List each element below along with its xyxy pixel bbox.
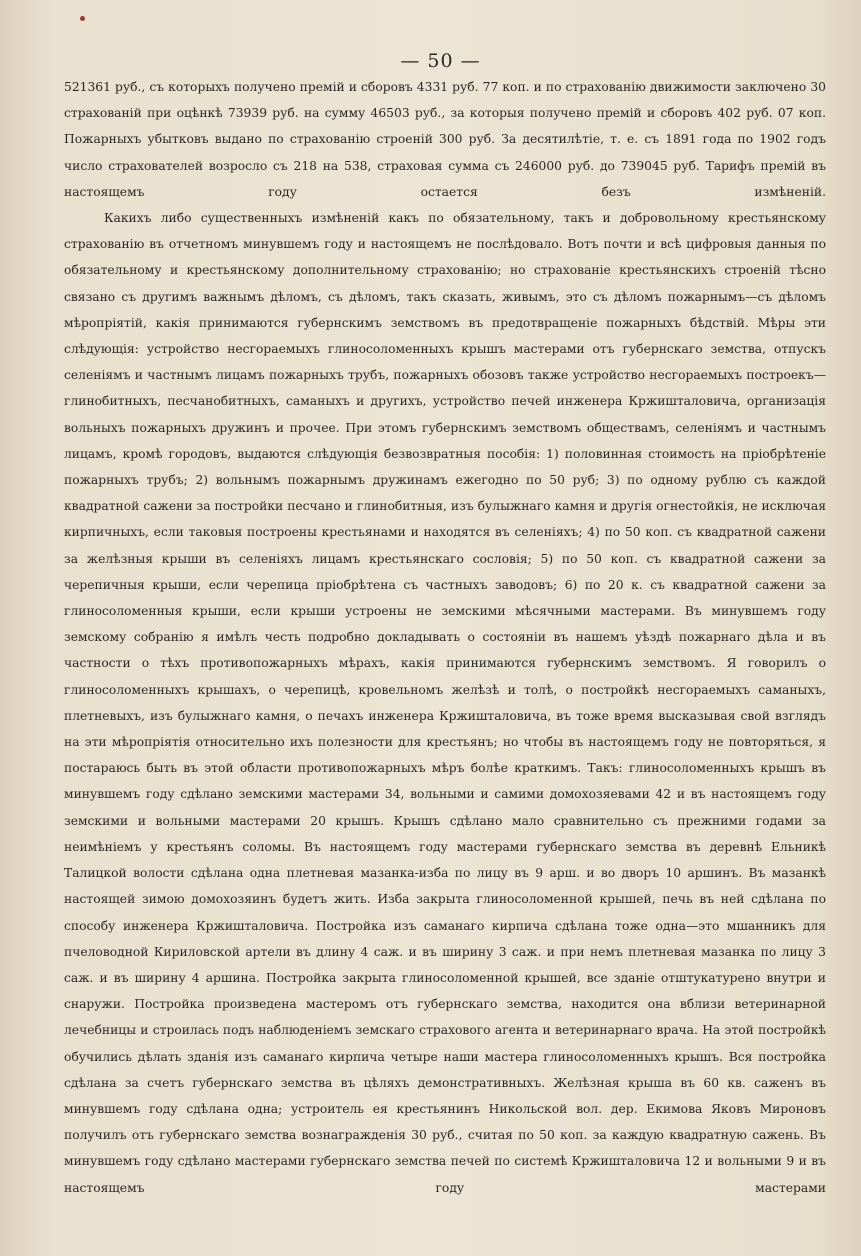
ink-speck bbox=[80, 16, 85, 21]
paragraph-fire-measures: Какихъ либо существенныхъ измѣненій какъ по обязательному, такъ и добровольному крестьянскому страхованію въ отчетномъ минувшемъ году и настоящемъ не послѣдовало. Вотъ почти и всѣ цифровыя данныя по обязательному и крестьянскому дополнительному страхованію; но страхованіе крестьянскихъ строеній тѣсно связано съ другимъ важнымъ дѣломъ, съ дѣломъ, такъ сказать, живымъ, это съ дѣломъ пожарнымъ—съ дѣломъ мѣропріятій, какія принимаются губернскимъ земствомъ въ предотвращеніе пожарныхъ бѣдствій. Мѣры эти слѣдующія: устройство несгораемыхъ глиносоломенныхъ крышъ мастерами отъ губернскаго земства, отпускъ селеніямъ и частнымъ лицамъ пожарныхъ трубъ, пожарныхъ обозовъ также устройство несгораемыхъ построекъ—глинобитныхъ, песчанобитныхъ, саманыхъ и другихъ, устройство печей инженера Кржишталовича, организація вольныхъ пожарныхъ дружинъ и прочее. При этомъ губернскимъ земствомъ обществамъ, селеніямъ и частнымъ лицамъ, кромѣ городовъ, выдаются слѣдующія безвозвратныя пособія: 1) половинная стоимость на пріобрѣтеніе пожарныхъ трубъ; 2) вольнымъ пожарнымъ дружинамъ ежегодно по 50 руб; 3) по одному рублю съ каждой квадратной сажени за постройки песчано и глинобитныя, изъ булыжнаго камня и другія огнестойкія, не исключая кирпичныхъ, если таковыя построены крестьянами и находятся въ селеніяхъ; 4) по 50 коп. съ квадратной сажени за желѣзныя крыши въ селеніяхъ лицамъ крестьянскаго сословія; 5) по 50 коп. съ квадратной сажени за черепичныя крыши, если черепица пріобрѣтена съ частныхъ заводовъ; 6) по 20 к. съ квадратной сажени за глиносоломенныя крыши, если крыши устроены не земскими мѣсячными мастерами. Въ минувшемъ году земскому собранію я имѣлъ честь подробно докладывать о состояніи въ нашемъ уѣздѣ пожарнаго дѣла и въ частности о тѣхъ противопожарныхъ мѣрахъ, какія принимаются губернскимъ земствомъ. Я говорилъ о глиносоломенныхъ крышахъ, о черепицѣ, кровельномъ желѣзѣ и толѣ, о постройкѣ несгораемыхъ саманыхъ, плетневыхъ, изъ булыжнаго камня, о печахъ инженера Кржишталовича, въ тоже время высказывая свой взглядъ на эти мѣропріятія относительно ихъ полезности для крестьянъ; но чтобы въ настоящемъ году не повторяться, я постараюсь быть въ этой области противопожарныхъ мѣръ болѣе краткимъ. Такъ: глиносоломенныхъ крышъ въ минувшемъ году сдѣлано земскими мастерами 34, вольными и самими домохозяевами 42 и въ настоящемъ году земскими и вольными мастерами 20 крышъ. Крышъ сдѣлано мало сравнительно съ прежними годами за неимѣніемъ у крестьянъ соломы. Въ настоящемъ году мастерами губернскаго земства въ деревнѣ Ельникѣ Талицкой волости сдѣлана одна плетневая мазанка-изба по лицу въ 9 арш. и во дворъ 10 аршинъ. Въ мазанкѣ настоящей зимою домохозяинъ будетъ жить. Изба закрыта глиносоломенной крышей, печь въ ней сдѣлана по способу инженера Кржишталовича. Постройка изъ саманаго кирпича сдѣлана тоже одна—это мшанникъ для пчеловодной Кириловской артели въ длину 4 саж. и въ ширину 3 саж. и при немъ плетневая мазанка по лицу 3 саж. и въ ширину 4 аршина. Постройка закрыта глиносоломенной крышей, все зданіе отштукатурено внутри и снаружи. Постройка произведена мастеромъ отъ губернскаго земства, находится она вблизи ветеринарной лечебницы и строилась подъ наблюденіемъ земскаго страхового агента и ветеринарнаго врача. На этой постройкѣ обучились дѣлать зданія изъ саманаго кирпича четыре наши мастера глиносоломенныхъ крышъ. Вся постройка сдѣлана за счетъ губернскаго земства въ цѣляхъ демонстративныхъ. Желѣзная крыша въ 60 кв. саженъ въ минувшемъ году сдѣлана одна; устроитель ея крестьянинъ Никольской вол. дер. Екимова Яковъ Мироновъ получилъ отъ губернскаго земства вознагражденія 30 руб., считая по 50 коп. за каждую квадратную сажень. Въ минувшемъ году сдѣлано мастерами губернскаго земства печей по системѣ Кржишталовича 12 и вольными 9 и въ настоящемъ году мастерами bbox=[64, 211, 826, 1195]
body-text bbox=[64, 74, 826, 1201]
paragraph-insurance-summary: 521361 руб., съ которыхъ получено премій и сборовъ 4331 руб. 77 коп. и по страхованію движимости заключено 30 страхованій при оцѣнкѣ 73939 руб. на сумму 46503 руб., за которыя получено премій и сборовъ 402 руб. 07 коп. Пожарныхъ убытковъ выдано по страхованію строеній 300 руб. За десятилѣтіе, т. е. съ 1891 года по 1902 годъ число страхователей возросло съ 218 на 538, страховая сумма съ 246000 руб. до 739045 руб. Тарифъ премій въ настоящемъ году остается безъ измѣненій. bbox=[64, 80, 826, 199]
page-number: — 50 — bbox=[400, 50, 481, 72]
